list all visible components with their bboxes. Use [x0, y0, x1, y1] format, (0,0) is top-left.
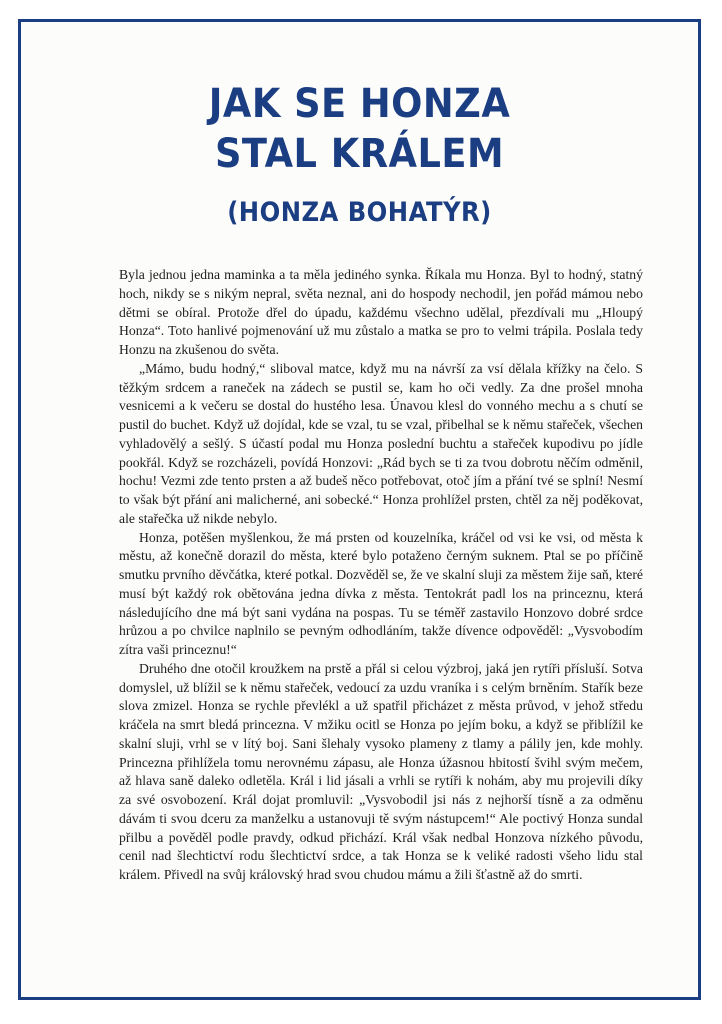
page-subtitle: (HONZA BOHATÝR) [227, 197, 492, 228]
story-paragraph-3: Honza, potěšen myšlenkou, že má prsten od kouzelníka, kráčel od vsi ke vsi, od města k městu, až konečně dorazil do města, které bylo potaženo černým suknem. Ptal se po příčině smutku prvního děvčátka, které potkal. Dozvěděl se, že ve skalní sluji za městem žije saň, které musí být každý rok obětována jedna dívka z města. Tentokrát padl los na princeznu, která následujícího dne má být sani vydána na pospas. Tu se téměř zastavilo Honzovo dobré srdce hrůzou a po chvilce naplnilo se pevným odhodláním, takže dívence odpověděl: „Vysvobodím zítra vaši princeznu!“ [119, 529, 643, 657]
story-paragraph-4: Druhého dne otočil kroužkem na prstě a přál si celou výzbroj, jaká jen rytíři přísluší. Sotva domyslel, už blížil se k němu stařeček, vedoucí za uzdu vraníka i s celým brněním. Stařík beze slova zmizel. Honza se rychle převlékl a už spatřil přicházet z města průvod, v jehož středu kráčela na smrt bledá princezna. V mžiku ocitl se Honza po jejím boku, a když se přiblížil ke skalní sluji, vrhl se v lítý boj. Sani šlehaly vysoko plameny z tlamy a pálily jen, kde mohly. Princezna přihlížela tomu nerovnému zápasu, ale Honza úžasnou hbitostí švihl svým mečem, až hlava saně daleko odletěla. Král i lid jásali a vrhli se rytíři k nohám, aby mu projevili díky za své osvobození. Král dojat promluvil: „Vysvobodil jsi nás z nejhorší tísně a za odměnu dávám ti svou dceru za manželku a ustanovuji tě svým nástupcem!“ Ale poctivý Honza sundal přilbu a pověděl podle pravdy, odkud přichází. Král však nedbal Honzova nízkého původu, cenil nad šlechtictví rodu šlechtictví srdce, a tak Honza se k veliké radosti všeho lidu stal králem. Přivedl na svůj královský hrad svou chudou mámu a žili šťastně až do smrti. [119, 660, 643, 882]
story-text [119, 266, 643, 885]
title-line-2: STAL KRÁLEM [214, 131, 505, 177]
story-paragraph-1: Byla jednou jedna maminka a ta měla jediného synka. Říkala mu Honza. Byl to hodný, statný hoch, nikdy se s nikým nepral, světa neznal, ani do hospody nechodil, jen pořád mámou nebo dětmi se obíral. Protože dřel do úpadu, každému všechno udělal, přezdívali mu „Hloupý Honza“. Toto hanlivé pojmenování už mu zůstalo a matka se pro to velmi trápila. Poslala tedy Honzu na zkušenou do světa. [119, 267, 643, 357]
title-line-1: JAK SE HONZA [208, 81, 511, 127]
page-frame [18, 19, 701, 1000]
page-title [48, 79, 671, 179]
story-paragraph-2: „Mámo, budu hodný,“ sliboval matce, když mu na návrší za vsí dělala křížky na čelo. S těžkým srdcem a raneček na zádech se pustil se, kam ho oči vedly. Za dne prošel mnoha vesnicemi a k večeru se dostal do hustého lesa. Únavou klesl do vonného mechu a s chutí se pustil do buchet. Když už dojídal, kde se vzal, tu se vzal, přibelhal se k němu stařeček, všechen vyhladovělý a sešlý. S účastí podal mu Honza poslední buchtu a stařeček kupodivu po jídle pookřál. Když se rozcházeli, povídá Honzovi: „Rád bych se ti za tvou dobrotu něčím odměnil, hochu! Vezmi zde tento prsten a až budeš něco potřebovat, otoč jím a přání tvé se splní! Nesmí to však být přání ani malicherné, ani sobecké.“ Honza prohlížel prsten, chtěl za něj poděkovat, ale stařečka už nikde nebylo. [119, 360, 643, 526]
